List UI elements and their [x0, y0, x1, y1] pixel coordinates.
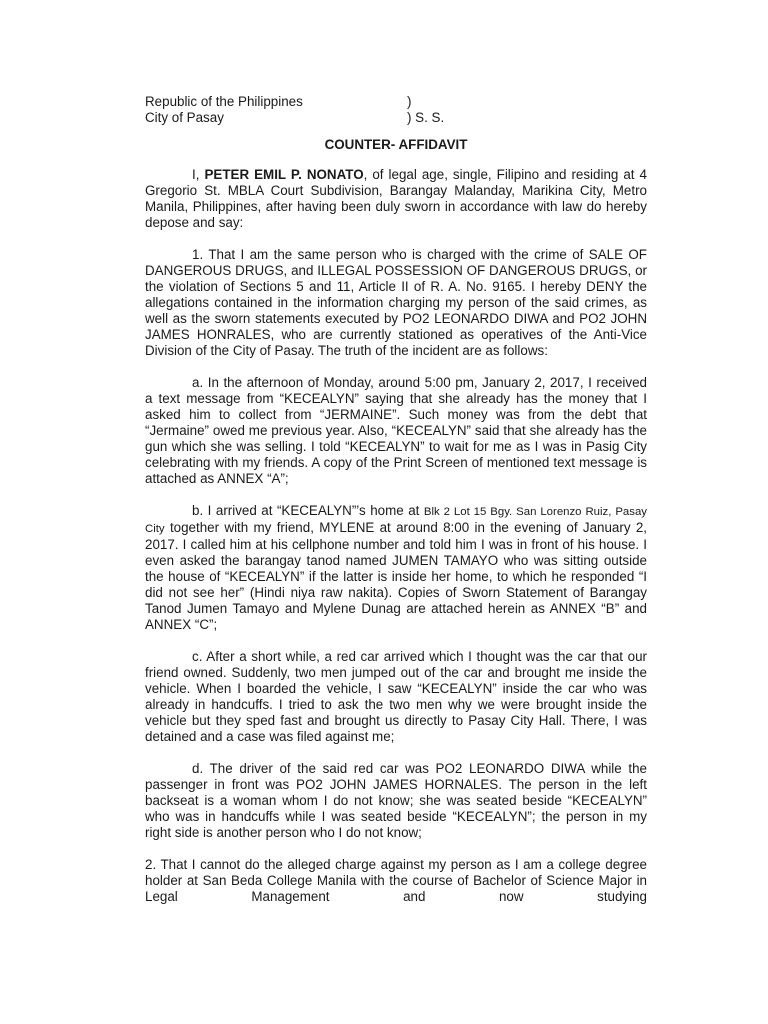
venue-paren: ): [407, 94, 412, 109]
paragraph-c: c. After a short while, a red car arrived which I thought was the car that our friend owned. Suddenly, two men jumped out of the car and brought me inside the vehicle. When I boarded the vehicle, I saw “KECEALYN” inside the car who was already in handcuffs. I tried to ask the two men why we were brought inside the vehicle but they sped fast and brought us directly to Pasay City Hall. There, I was detained and a case was filed against me;: [145, 649, 647, 744]
paragraph-d: d. The driver of the said red car was PO2 LEONARDO DIWA while the passenger in front was PO2 JOHN JAMES HORNALES. The person in the left backseat is a woman whom I do not know; she was seated beside “KECEALYN” who was in handcuffs while I was seated beside “KECEALYN”; the person in my right side is another person who I do not know;: [145, 761, 647, 840]
paragraph-b: [145, 503, 647, 633]
venue-line-country: [145, 94, 647, 110]
venue-ss: ) S. S.: [407, 110, 445, 125]
venue-country: Republic of the Philippines: [145, 94, 303, 109]
paragraph-b-lead: b. I arrived at “KECEALYN”’s home at: [192, 503, 424, 518]
document-title: COUNTER- AFFIDAVIT: [324, 137, 468, 152]
venue-line-city: [145, 110, 647, 126]
paragraph-a: a. In the afternoon of Monday, around 5:00 pm, January 2, 2017, I received a text message from “KECEALYN” saying that she already has the money that I asked him to collect from “JERMAINE”. Such money was from the debt that “Jermaine” owed me previous year. Also, “KECEALYN” said that she already has the gun which she was selling. I told “KECEALYN” to wait for me as I was in Pasig City celebrating with my friends. A copy of the Print Screen of mentioned text message is attached as ANNEX “A”;: [145, 375, 647, 486]
intro-text: , of legal age, single, Filipino and residing at 4 Gregorio St. MBLA Court Subdivision, Barangay Malanday, Marikina City, Metro Manila, Philippines, after having been duly sworn in accordance with law do hereby depose and say:: [145, 167, 647, 230]
intro-prefix: I,: [192, 167, 205, 182]
paragraph-b-rest: together with my friend, MYLENE at around 8:00 in the evening of January 2, 2017. I called him at his cellphone number and told him I was in front of his house. I even asked the barangay tanod named JUMEN TAMAYO who was sitting outside the house of “KECEALYN” if the latter is inside her home, to which he responded “I did not see her” (Hindi niya raw nakita). Copies of Sworn Statement of Barangay Tanod Jumen Tamayo and Mylene Dunag are attached herein as ANNEX “B” and ANNEX “C”;: [145, 520, 647, 632]
paragraph-b-address: Blk 2 Lot 15 Bgy. San Lorenzo Ruiz, Pasay City: [145, 506, 647, 535]
intro-paragraph: [145, 167, 647, 231]
venue-city: City of Pasay: [145, 110, 224, 125]
affiant-name: PETER EMIL P. NONATO: [204, 167, 364, 182]
paragraph-2: 2. That I cannot do the alleged charge against my person as I am a college degree holder at San Beda College Manila with the course of Bachelor of Science Major in Legal Management and now studying: [145, 857, 647, 904]
paragraph-1: 1. That I am the same person who is charged with the crime of SALE OF DANGEROUS DRUGS, and ILLEGAL POSSESSION OF DANGEROUS DRUGS, or the violation of Sections 5 and 11, Article II of R. A. No. 9165. I hereby DENY the allegations contained in the information charging my person of the said crimes, as well as the sworn statements executed by PO2 LEONARDO DIWA and PO2 JOHN JAMES HONRALES, who are currently stationed as operatives of the Anti-Vice Division of the City of Pasay. The truth of the incident are as follows:: [145, 247, 647, 358]
